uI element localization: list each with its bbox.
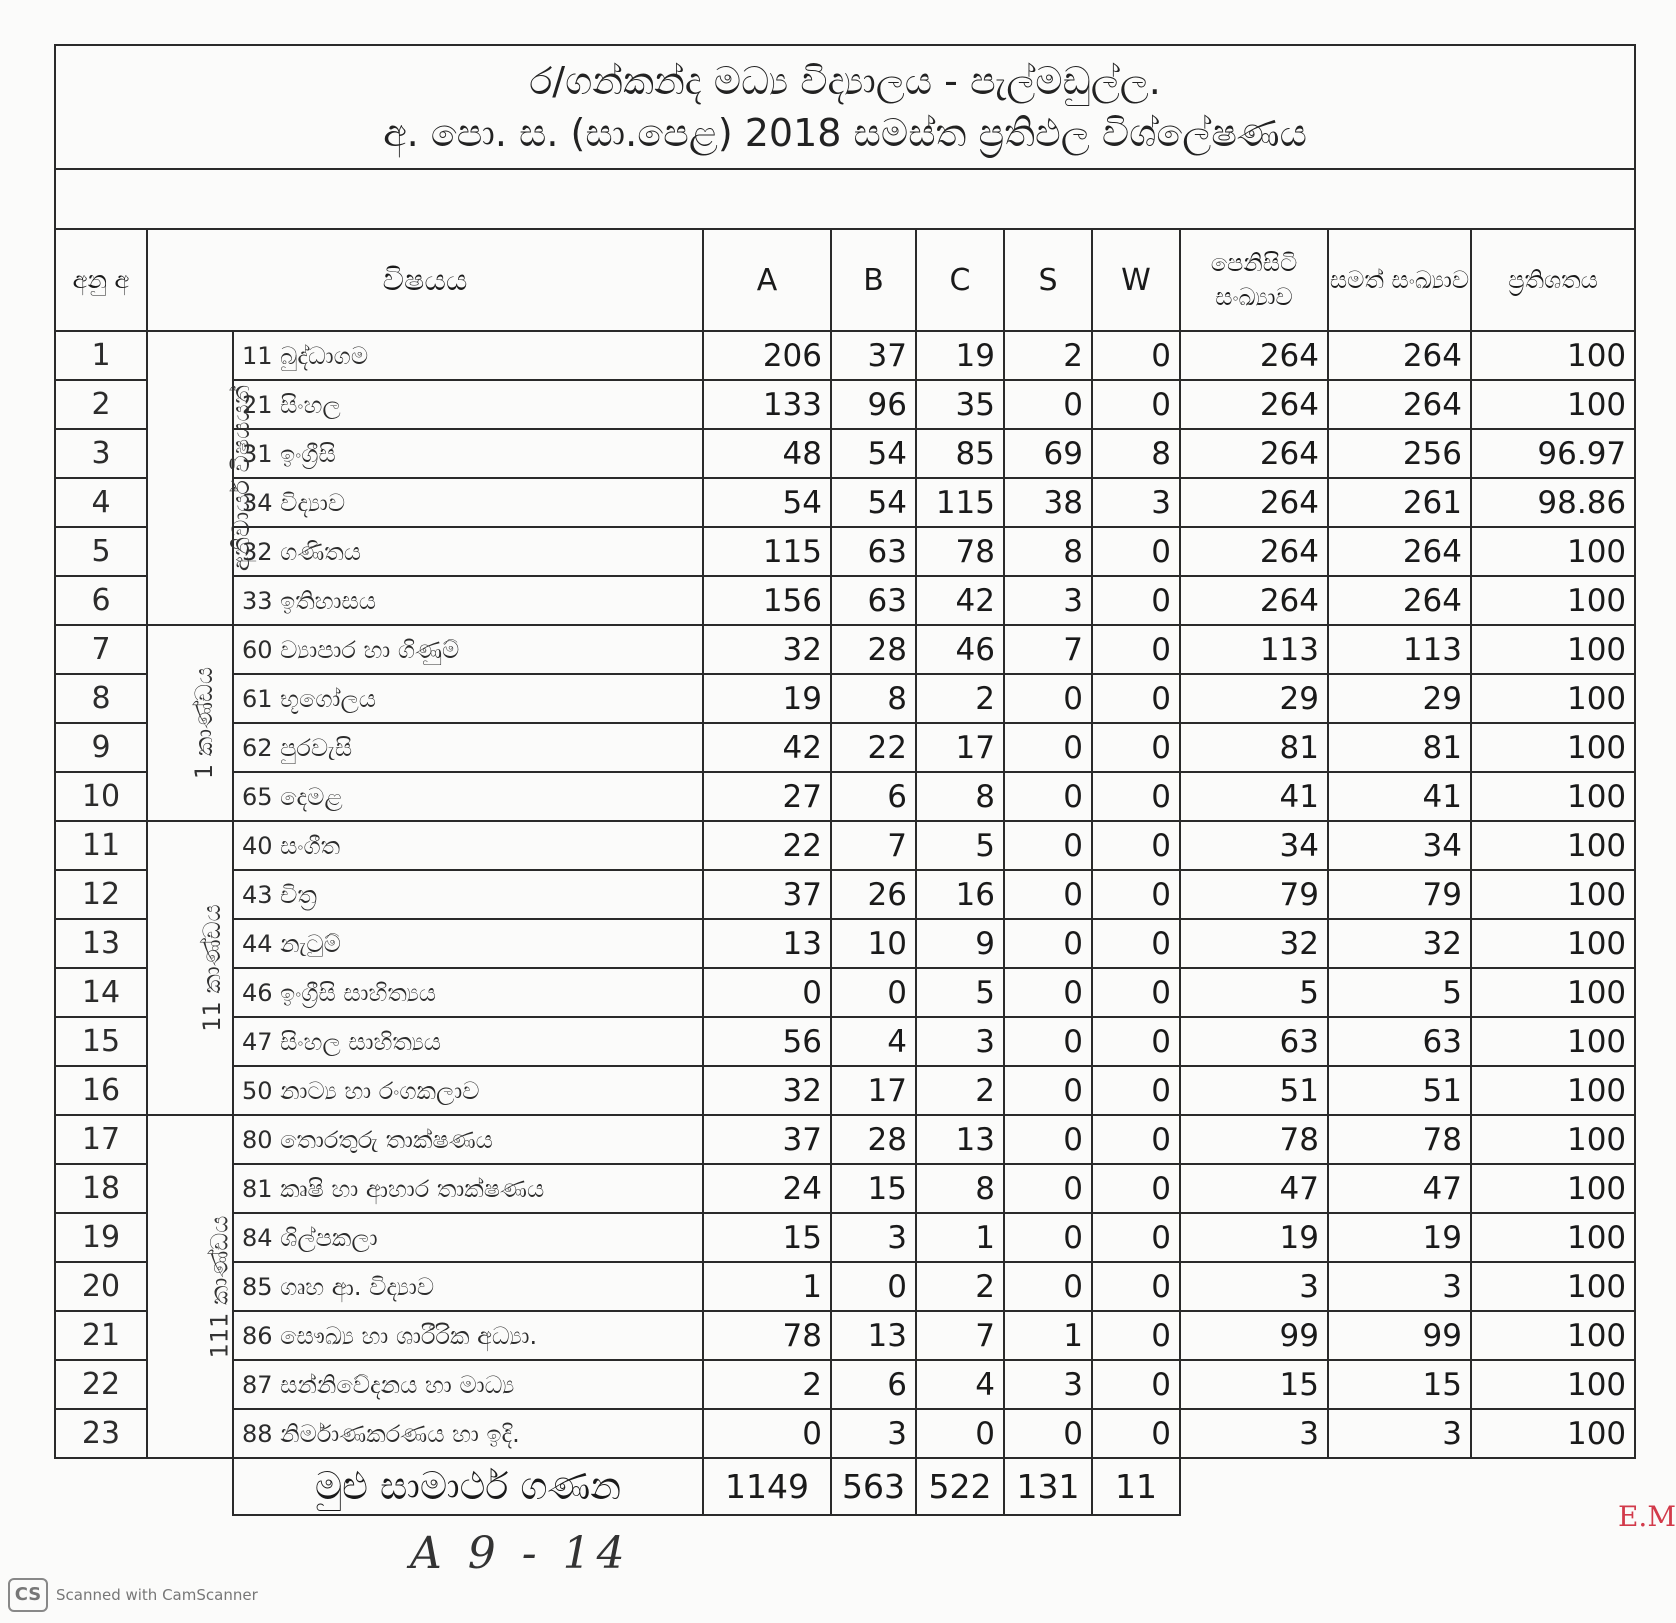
grade-s-count: 3 <box>1004 576 1092 625</box>
header-c: C <box>916 229 1004 331</box>
grade-sat-count: 78 <box>1180 1115 1328 1164</box>
totals-label: මුළු සාමාර්ථ ගණන <box>233 1458 703 1515</box>
header-index: අනු අ <box>55 229 147 331</box>
grade-c-count: 115 <box>916 478 1004 527</box>
grade-sat-count: 264 <box>1180 527 1328 576</box>
grade-pass-count: 15 <box>1328 1360 1471 1409</box>
grade-c-count: 8 <box>916 1164 1004 1213</box>
grade-pass-count: 3 <box>1328 1262 1471 1311</box>
grade-s-count: 2 <box>1004 331 1092 380</box>
grade-pass-count: 47 <box>1328 1164 1471 1213</box>
grade-w-count: 0 <box>1092 1066 1180 1115</box>
grade-b-count: 28 <box>831 1115 916 1164</box>
grade-s-count: 0 <box>1004 821 1092 870</box>
total-b: 563 <box>831 1458 916 1515</box>
grade-pass-count: 264 <box>1328 527 1471 576</box>
grade-pct-count: 100 <box>1471 821 1635 870</box>
grade-b-count: 10 <box>831 919 916 968</box>
grade-sat-count: 29 <box>1180 674 1328 723</box>
grade-sat-count: 79 <box>1180 870 1328 919</box>
grade-s-count: 0 <box>1004 968 1092 1017</box>
row-index: 6 <box>55 576 147 625</box>
grade-w-count: 0 <box>1092 674 1180 723</box>
grade-w-count: 0 <box>1092 1360 1180 1409</box>
table-row <box>55 723 1635 772</box>
subject-name: 40 සංගීත <box>233 821 703 870</box>
grade-s-count: 0 <box>1004 1262 1092 1311</box>
grade-b-count: 28 <box>831 625 916 674</box>
grade-w-count: 0 <box>1092 1213 1180 1262</box>
grade-a-count: 32 <box>703 625 831 674</box>
grade-pass-count: 264 <box>1328 331 1471 380</box>
row-index: 17 <box>55 1115 147 1164</box>
row-index: 1 <box>55 331 147 380</box>
table-row <box>55 968 1635 1017</box>
group-label-cell <box>147 1115 233 1458</box>
grade-s-count: 0 <box>1004 1066 1092 1115</box>
grade-a-count: 15 <box>703 1213 831 1262</box>
grade-s-count: 0 <box>1004 674 1092 723</box>
grade-b-count: 54 <box>831 478 916 527</box>
grade-w-count: 0 <box>1092 919 1180 968</box>
grade-pass-count: 29 <box>1328 674 1471 723</box>
row-index: 14 <box>55 968 147 1017</box>
subject-name: 88 නිර්මාණකරණය හා ඉදි. <box>233 1409 703 1458</box>
results-table <box>54 44 1636 1516</box>
grade-pct-count: 98.86 <box>1471 478 1635 527</box>
table-row <box>55 380 1635 429</box>
subject-name: 43 චිත්‍ර <box>233 870 703 919</box>
blank-row <box>55 169 1635 229</box>
table-row <box>55 919 1635 968</box>
grade-s-count: 7 <box>1004 625 1092 674</box>
grade-pct-count: 100 <box>1471 1213 1635 1262</box>
grade-pct-count: 100 <box>1471 625 1635 674</box>
grade-sat-count: 51 <box>1180 1066 1328 1115</box>
grade-s-count: 0 <box>1004 870 1092 919</box>
group-label-cell <box>147 625 233 821</box>
header-percent: ප්‍රතිශතය <box>1471 229 1635 331</box>
total-w: 11 <box>1092 1458 1180 1515</box>
grade-pass-count: 19 <box>1328 1213 1471 1262</box>
grade-b-count: 7 <box>831 821 916 870</box>
grade-pass-count: 264 <box>1328 576 1471 625</box>
title-row <box>55 45 1635 169</box>
grade-s-count: 0 <box>1004 1409 1092 1458</box>
grade-b-count: 0 <box>831 968 916 1017</box>
grade-pct-count: 100 <box>1471 723 1635 772</box>
grade-pass-count: 256 <box>1328 429 1471 478</box>
subject-name: 32 ගණිතය <box>233 527 703 576</box>
grade-a-count: 32 <box>703 1066 831 1115</box>
grade-pct-count: 100 <box>1471 1409 1635 1458</box>
grade-s-count: 0 <box>1004 1213 1092 1262</box>
grade-a-count: 27 <box>703 772 831 821</box>
grade-sat-count: 113 <box>1180 625 1328 674</box>
table-row <box>55 576 1635 625</box>
grade-c-count: 2 <box>916 1262 1004 1311</box>
grade-pct-count: 100 <box>1471 576 1635 625</box>
grade-w-count: 0 <box>1092 723 1180 772</box>
totals-spacer <box>55 1458 233 1515</box>
grade-pct-count: 96.97 <box>1471 429 1635 478</box>
row-index: 2 <box>55 380 147 429</box>
grade-s-count: 0 <box>1004 772 1092 821</box>
grade-b-count: 6 <box>831 1360 916 1409</box>
grade-sat-count: 15 <box>1180 1360 1328 1409</box>
grade-a-count: 78 <box>703 1311 831 1360</box>
row-index: 10 <box>55 772 147 821</box>
grade-w-count: 0 <box>1092 1409 1180 1458</box>
grade-pass-count: 5 <box>1328 968 1471 1017</box>
grade-s-count: 3 <box>1004 1360 1092 1409</box>
subject-name: 61 භූගෝලය <box>233 674 703 723</box>
grade-c-count: 8 <box>916 772 1004 821</box>
grade-pass-count: 99 <box>1328 1311 1471 1360</box>
grade-w-count: 0 <box>1092 1164 1180 1213</box>
table-row <box>55 1164 1635 1213</box>
grade-w-count: 0 <box>1092 527 1180 576</box>
grade-pct-count: 100 <box>1471 1262 1635 1311</box>
grade-c-count: 9 <box>916 919 1004 968</box>
grade-sat-count: 264 <box>1180 429 1328 478</box>
row-index: 8 <box>55 674 147 723</box>
school-title: ර/ගන්කන්ද මධ්‍ය විද්‍යාලය - පැල්මඩුල්ල. <box>529 59 1161 103</box>
grade-pct-count: 100 <box>1471 919 1635 968</box>
watermark-text: Scanned with CamScanner <box>56 1586 258 1604</box>
table-row <box>55 772 1635 821</box>
table-row <box>55 870 1635 919</box>
grade-w-count: 0 <box>1092 1311 1180 1360</box>
table-row <box>55 1213 1635 1262</box>
table-row <box>55 1017 1635 1066</box>
totals-row <box>55 1458 1635 1515</box>
table-row <box>55 821 1635 870</box>
grade-sat-count: 264 <box>1180 380 1328 429</box>
grade-pass-count: 3 <box>1328 1409 1471 1458</box>
group-label: අනිවාර්ය විෂයයන් <box>227 384 256 572</box>
grade-pass-count: 79 <box>1328 870 1471 919</box>
grade-sat-count: 99 <box>1180 1311 1328 1360</box>
table-row <box>55 527 1635 576</box>
subject-name: 11 බුද්ධාගම <box>233 331 703 380</box>
grade-b-count: 3 <box>831 1213 916 1262</box>
grade-a-count: 2 <box>703 1360 831 1409</box>
header-sat: පෙනිසිටි සංඛ්‍යාව <box>1180 229 1328 331</box>
grade-w-count: 0 <box>1092 968 1180 1017</box>
subject-name: 33 ඉතිහාසය <box>233 576 703 625</box>
grade-b-count: 22 <box>831 723 916 772</box>
subject-name: 84 ශිල්පකලා <box>233 1213 703 1262</box>
table-row <box>55 1066 1635 1115</box>
row-index: 19 <box>55 1213 147 1262</box>
group-label: 11 කාණ්ඩය <box>197 904 226 1032</box>
grade-a-count: 37 <box>703 1115 831 1164</box>
table-row <box>55 429 1635 478</box>
grade-a-count: 13 <box>703 919 831 968</box>
grade-s-count: 38 <box>1004 478 1092 527</box>
grade-b-count: 54 <box>831 429 916 478</box>
grade-pass-count: 78 <box>1328 1115 1471 1164</box>
grade-b-count: 37 <box>831 331 916 380</box>
grade-a-count: 1 <box>703 1262 831 1311</box>
grade-c-count: 1 <box>916 1213 1004 1262</box>
table-row <box>55 331 1635 380</box>
subject-name: 87 සන්නිවේදනය හා මාධ්‍ය <box>233 1360 703 1409</box>
grade-sat-count: 5 <box>1180 968 1328 1017</box>
grade-sat-count: 34 <box>1180 821 1328 870</box>
grade-b-count: 63 <box>831 527 916 576</box>
table-row <box>55 1115 1635 1164</box>
grade-w-count: 0 <box>1092 1115 1180 1164</box>
row-index: 16 <box>55 1066 147 1115</box>
table-row <box>55 478 1635 527</box>
grade-c-count: 35 <box>916 380 1004 429</box>
grade-c-count: 46 <box>916 625 1004 674</box>
grade-s-count: 0 <box>1004 1164 1092 1213</box>
row-index: 23 <box>55 1409 147 1458</box>
subject-name: 85 ගෘහ ආ. විද්‍යාව <box>233 1262 703 1311</box>
grade-c-count: 0 <box>916 1409 1004 1458</box>
row-index: 3 <box>55 429 147 478</box>
row-index: 5 <box>55 527 147 576</box>
grade-pass-count: 81 <box>1328 723 1471 772</box>
grade-w-count: 0 <box>1092 821 1180 870</box>
table-row <box>55 1409 1635 1458</box>
grade-pct-count: 100 <box>1471 1360 1635 1409</box>
group-label-cell <box>147 331 256 625</box>
camscanner-watermark <box>8 1578 258 1612</box>
grade-s-count: 69 <box>1004 429 1092 478</box>
header-pass: සමත් සංඛ්‍යාව <box>1328 229 1471 331</box>
grade-pass-count: 34 <box>1328 821 1471 870</box>
grade-b-count: 63 <box>831 576 916 625</box>
row-index: 22 <box>55 1360 147 1409</box>
subject-name: 31 ඉංග්‍රීසි <box>233 429 703 478</box>
camscanner-logo-icon: CS <box>8 1578 48 1612</box>
grade-sat-count: 32 <box>1180 919 1328 968</box>
grade-pct-count: 100 <box>1471 772 1635 821</box>
subject-name: 47 සිංහල සාහිත්‍යය <box>233 1017 703 1066</box>
grade-a-count: 24 <box>703 1164 831 1213</box>
corner-mark: E.M <box>1617 1500 1676 1533</box>
row-index: 7 <box>55 625 147 674</box>
grade-pct-count: 100 <box>1471 1017 1635 1066</box>
subject-name: 62 පුරවැසි <box>233 723 703 772</box>
total-a: 1149 <box>703 1458 831 1515</box>
grade-sat-count: 3 <box>1180 1409 1328 1458</box>
grade-s-count: 1 <box>1004 1311 1092 1360</box>
table-row <box>55 674 1635 723</box>
grade-c-count: 4 <box>916 1360 1004 1409</box>
grade-a-count: 156 <box>703 576 831 625</box>
grade-b-count: 17 <box>831 1066 916 1115</box>
total-c: 522 <box>916 1458 1004 1515</box>
grade-sat-count: 47 <box>1180 1164 1328 1213</box>
grade-a-count: 54 <box>703 478 831 527</box>
grade-c-count: 5 <box>916 968 1004 1017</box>
header-s: S <box>1004 229 1092 331</box>
grade-a-count: 22 <box>703 821 831 870</box>
grade-a-count: 206 <box>703 331 831 380</box>
grade-pass-count: 32 <box>1328 919 1471 968</box>
report-title: අ. පො. ස. (සා.පෙළ) 2018 සමස්ත ප්‍රතිඵල විශ්ලේෂණය <box>383 111 1307 155</box>
grade-sat-count: 3 <box>1180 1262 1328 1311</box>
grade-sat-count: 81 <box>1180 723 1328 772</box>
grade-pass-count: 41 <box>1328 772 1471 821</box>
grade-w-count: 0 <box>1092 625 1180 674</box>
grade-sat-count: 41 <box>1180 772 1328 821</box>
subject-name: 60 ව්‍යාපාර හා ගිණුම් <box>233 625 703 674</box>
grade-c-count: 5 <box>916 821 1004 870</box>
grade-s-count: 8 <box>1004 527 1092 576</box>
grade-a-count: 48 <box>703 429 831 478</box>
grade-c-count: 42 <box>916 576 1004 625</box>
row-index: 11 <box>55 821 147 870</box>
grade-a-count: 0 <box>703 968 831 1017</box>
grade-pct-count: 100 <box>1471 1164 1635 1213</box>
row-index: 12 <box>55 870 147 919</box>
grade-sat-count: 19 <box>1180 1213 1328 1262</box>
grade-w-count: 3 <box>1092 478 1180 527</box>
grade-a-count: 56 <box>703 1017 831 1066</box>
grade-c-count: 78 <box>916 527 1004 576</box>
grade-b-count: 15 <box>831 1164 916 1213</box>
subject-name: 50 නාට්‍ය හා රංගකලාව <box>233 1066 703 1115</box>
grade-c-count: 7 <box>916 1311 1004 1360</box>
grade-s-count: 0 <box>1004 919 1092 968</box>
grade-a-count: 37 <box>703 870 831 919</box>
grade-sat-count: 63 <box>1180 1017 1328 1066</box>
row-index: 21 <box>55 1311 147 1360</box>
grade-w-count: 0 <box>1092 772 1180 821</box>
table-row <box>55 1262 1635 1311</box>
grade-c-count: 13 <box>916 1115 1004 1164</box>
grade-a-count: 115 <box>703 527 831 576</box>
grade-w-count: 0 <box>1092 1262 1180 1311</box>
grade-c-count: 3 <box>916 1017 1004 1066</box>
row-index: 15 <box>55 1017 147 1066</box>
grade-a-count: 19 <box>703 674 831 723</box>
grade-w-count: 0 <box>1092 1017 1180 1066</box>
grade-sat-count: 264 <box>1180 576 1328 625</box>
grade-c-count: 16 <box>916 870 1004 919</box>
row-index: 4 <box>55 478 147 527</box>
grade-pass-count: 51 <box>1328 1066 1471 1115</box>
grade-pct-count: 100 <box>1471 1066 1635 1115</box>
grade-pass-count: 261 <box>1328 478 1471 527</box>
grade-b-count: 6 <box>831 772 916 821</box>
grade-pass-count: 264 <box>1328 380 1471 429</box>
subject-name: 81 කෘෂි හා ආහාර තාක්ෂණය <box>233 1164 703 1213</box>
grade-c-count: 17 <box>916 723 1004 772</box>
grade-pct-count: 100 <box>1471 1115 1635 1164</box>
grade-pct-count: 100 <box>1471 527 1635 576</box>
grade-a-count: 0 <box>703 1409 831 1458</box>
grade-s-count: 0 <box>1004 1115 1092 1164</box>
grade-b-count: 4 <box>831 1017 916 1066</box>
title-cell <box>55 45 1635 169</box>
grade-c-count: 2 <box>916 674 1004 723</box>
grade-b-count: 0 <box>831 1262 916 1311</box>
grade-b-count: 3 <box>831 1409 916 1458</box>
total-s: 131 <box>1004 1458 1092 1515</box>
group-label: 1 කාණ්ඩය <box>190 666 219 780</box>
subject-name: 46 ඉංග්‍රීසි සාහිත්‍යය <box>233 968 703 1017</box>
grade-b-count: 8 <box>831 674 916 723</box>
grade-b-count: 96 <box>831 380 916 429</box>
grade-b-count: 26 <box>831 870 916 919</box>
row-index: 18 <box>55 1164 147 1213</box>
grade-w-count: 8 <box>1092 429 1180 478</box>
subject-name: 65 දෙමළ <box>233 772 703 821</box>
row-index: 9 <box>55 723 147 772</box>
table-row <box>55 625 1635 674</box>
grade-w-count: 0 <box>1092 870 1180 919</box>
row-index: 13 <box>55 919 147 968</box>
header-w: W <box>1092 229 1180 331</box>
grade-w-count: 0 <box>1092 380 1180 429</box>
subject-name: 86 සෞඛ්‍ය හා ශාරීරික අධ්‍යා. <box>233 1311 703 1360</box>
grade-sat-count: 264 <box>1180 478 1328 527</box>
grade-pct-count: 100 <box>1471 1311 1635 1360</box>
grade-w-count: 0 <box>1092 331 1180 380</box>
blank-cell <box>55 169 1635 229</box>
grade-pct-count: 100 <box>1471 674 1635 723</box>
grade-a-count: 42 <box>703 723 831 772</box>
grade-b-count: 13 <box>831 1311 916 1360</box>
grade-s-count: 0 <box>1004 1017 1092 1066</box>
row-index: 20 <box>55 1262 147 1311</box>
grade-pct-count: 100 <box>1471 380 1635 429</box>
subject-name: 34 විද්‍යාව <box>233 478 703 527</box>
header-row <box>55 229 1635 331</box>
grade-w-count: 0 <box>1092 576 1180 625</box>
handwritten-note: A 9 - 14 <box>410 1528 631 1579</box>
grade-c-count: 2 <box>916 1066 1004 1115</box>
grade-pct-count: 100 <box>1471 968 1635 1017</box>
grade-sat-count: 264 <box>1180 331 1328 380</box>
grade-pct-count: 100 <box>1471 331 1635 380</box>
grade-s-count: 0 <box>1004 723 1092 772</box>
table-row <box>55 1311 1635 1360</box>
header-b: B <box>831 229 916 331</box>
header-subject: විෂයය <box>147 229 703 331</box>
subject-name: 44 නැටුම් <box>233 919 703 968</box>
grade-pass-count: 113 <box>1328 625 1471 674</box>
subject-name: 80 තොරතුරු තාක්ෂණය <box>233 1115 703 1164</box>
group-label-cell <box>147 821 233 1115</box>
table-row <box>55 1360 1635 1409</box>
grade-s-count: 0 <box>1004 380 1092 429</box>
totals-spacer <box>1180 1458 1635 1515</box>
grade-pass-count: 63 <box>1328 1017 1471 1066</box>
grade-a-count: 133 <box>703 380 831 429</box>
grade-c-count: 85 <box>916 429 1004 478</box>
grade-c-count: 19 <box>916 331 1004 380</box>
grade-pct-count: 100 <box>1471 870 1635 919</box>
group-label: 111 කාණ්ඩය <box>205 1215 234 1358</box>
header-a: A <box>703 229 831 331</box>
subject-name: 21 සිංහල <box>233 380 703 429</box>
